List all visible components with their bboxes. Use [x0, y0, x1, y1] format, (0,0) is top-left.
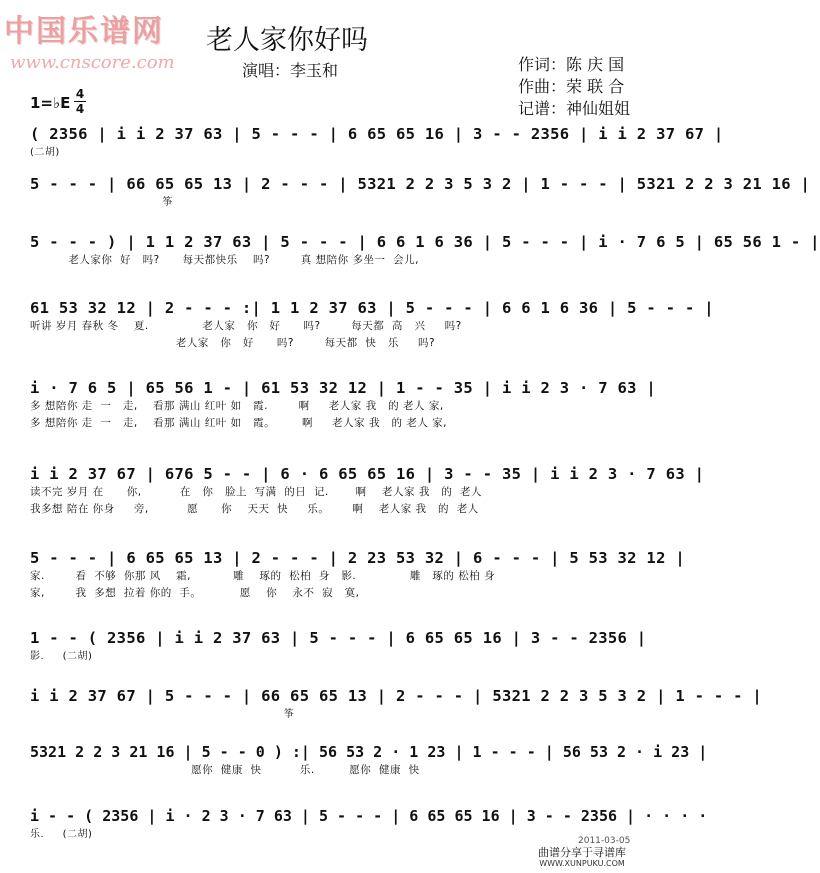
lyric-line: 我多想 陪在 你身 旁, 愿 你 天天 快 乐。 啊 老人家 我 的 老人 [30, 503, 479, 515]
notes-line: 5 - - - | 66 65 65 13 | 2 - - - | 5321 2 2 3 5 3 2 | 1 - - - | 5321 2 2 3 21 16 | [30, 175, 811, 193]
staff-line-3 [30, 232, 820, 269]
site-logo [4, 6, 200, 76]
lyric-line: 听讲 岁月 春秋 冬 夏. 老人家 你 好 吗? 每天都 高 兴 吗? [30, 320, 462, 332]
staff-line-1 [30, 124, 724, 161]
staff-line-7 [30, 548, 685, 602]
song-title: 老人家你好吗 [206, 25, 368, 56]
logo-cn-text: 中国乐谱网 [4, 14, 164, 49]
time-signature [74, 88, 86, 115]
lyric-line: 乐. (二胡) [30, 829, 93, 840]
lyric-line: 老人家 你 好 吗? 每天都 快 乐 吗? [30, 337, 436, 349]
logo-url-text: www.cnscore.com [10, 52, 175, 73]
lyric-line: 家, 我 多想 拉着 你的 手。 愿 你 永不 寂 寞, [30, 587, 360, 599]
lyric-line: 多 想陪你 走 一 走, 看那 满山 红叶 如 霞. 啊 老人家 我 的 老人 家, [30, 400, 444, 412]
staff-line-5 [30, 378, 657, 432]
lyric-line: 家. 看 不够 你那 风 霜, 雕 琢的 松柏 身 影. 雕 琢的 松柏 身 [30, 570, 496, 582]
lyric-line: 筝 [30, 709, 295, 720]
notes-line: i · 7 6 5 | 65 56 1 - | 61 53 32 12 | 1 - - 35 | i i 2 3 · 7 63 | [30, 379, 657, 397]
footer-url: WWW.XUNPUKU.COM [539, 859, 625, 868]
transcriber-credit: 记谱：神仙姐姐 [518, 99, 631, 118]
notes-line: 5 - - - ) | 1 1 2 37 63 | 5 - - - | 6 6 1 6 36 | 5 - - - | i · 7 6 5 | 65 56 1 - | [30, 233, 820, 251]
staff-line-2 [30, 174, 811, 211]
notes-line: i - - ( 2356 | i · 2 3 · 7 63 | 5 - - - | 6 65 65 16 | 3 - - 2356 | · · · · [30, 807, 708, 825]
notes-line: 61 53 32 12 | 2 - - - :| 1 1 2 37 63 | 5 - - - | 6 6 1 6 36 | 5 - - - | [30, 299, 714, 317]
transcription-date: 2011-03-05 [578, 836, 631, 846]
lyric-line: 筝 [30, 197, 173, 208]
staff-line-6 [30, 464, 705, 518]
lyric-line: 读不完 岁月 在 你, 在 你 脸上 写满 的日 记. 啊 老人家 我 的 老人 [30, 486, 483, 498]
notes-line: 5 - - - | 6 65 65 13 | 2 - - - | 2 23 53 32 | 6 - - - | 5 53 32 12 | [30, 549, 685, 567]
singer-credit: 演唱：李玉和 [242, 61, 339, 80]
notes-line: i i 2 37 67 | 676 5 - - | 6 · 6 65 65 16 | 3 - - 35 | i i 2 3 · 7 63 | [30, 465, 705, 483]
staff-line-11 [30, 806, 708, 843]
lyricist-credit: 作词：陈 庆 国 [518, 55, 625, 74]
lyric-line: 老人家你 好 吗? 每天都快乐 吗? 真 想陪你 多坐一 会儿, [30, 254, 419, 266]
lyric-line: 多 想陪你 走 一 走, 看那 满山 红叶 如 霞。 啊 老人家 我 的 老人 家, [30, 417, 447, 429]
staff-line-10 [30, 742, 708, 779]
notes-line: 1 - - ( 2356 | i i 2 37 63 | 5 - - - | 6 65 65 16 | 3 - - 2356 | [30, 629, 647, 647]
staff-line-4 [30, 298, 714, 352]
footer-watermark [500, 846, 664, 872]
footer-text: 曲谱分享于寻谱库 [538, 846, 626, 859]
lyric-line: (二胡) [30, 147, 60, 158]
key-signature: 1=♭E [30, 94, 71, 112]
notes-line: ( 2356 | i i 2 37 63 | 5 - - - | 6 65 65 16 | 3 - - 2356 | i i 2 37 67 | [30, 125, 724, 143]
staff-line-9 [30, 686, 763, 723]
lyric-line: 影. (二胡) [30, 651, 93, 662]
staff-line-8 [30, 628, 650, 665]
notes-line: 5321 2 2 3 21 16 | 5 - - 0 ) :| 56 53 2 · 1 23 | 1 - - - | 56 53 2 · i 23 | [30, 743, 708, 761]
credits-block [518, 54, 668, 120]
meter-bottom: 4 [75, 102, 85, 116]
notes-line: i i 2 37 67 | 5 - - - | 66 65 65 13 | 2 - - - | 5321 2 2 3 5 3 2 | 1 - - - | [30, 687, 763, 705]
lyric-line: 愿你 健康 快 乐. 愿你 健康 快 [30, 764, 420, 776]
meter-top: 4 [75, 87, 85, 101]
composer-credit: 作曲：荣 联 合 [518, 77, 625, 96]
